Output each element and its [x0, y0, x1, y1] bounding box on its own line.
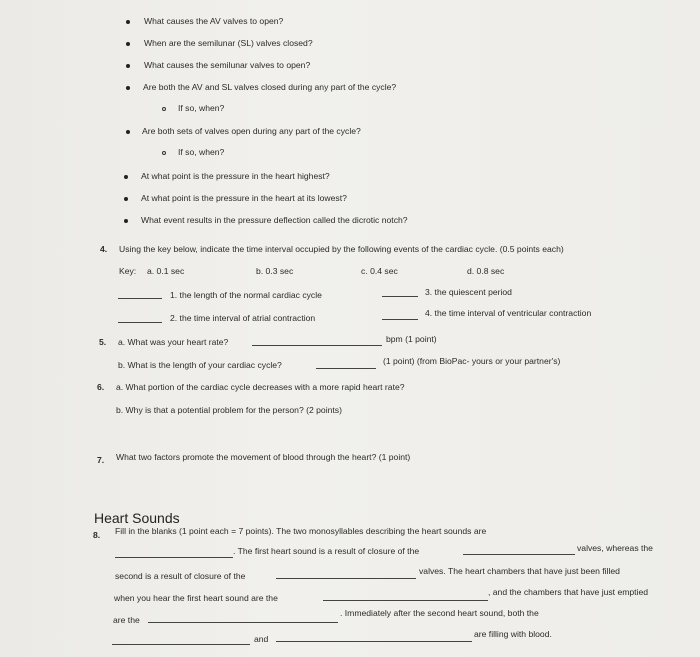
sub-bullet-text: If so, when? [178, 147, 225, 157]
answer-blank[interactable] [148, 622, 338, 623]
bullet [124, 197, 128, 201]
question-number: 8. [93, 530, 101, 540]
key-option: b. 0.3 sec [256, 266, 294, 276]
bullet [124, 175, 128, 179]
answer-blank[interactable] [118, 298, 162, 299]
question-text: b. What is the length of your cardiac cycle? [118, 360, 282, 370]
question-text: a. What was your heart rate? [118, 337, 229, 347]
sub-bullet [162, 107, 166, 111]
question-text: valves, whereas the [577, 543, 653, 553]
question-text: b. Why is that a potential problem for the person? (2 points) [116, 405, 342, 415]
bullet [126, 20, 130, 24]
answer-blank[interactable] [276, 578, 416, 579]
key-option: c. 0.4 sec [361, 266, 398, 276]
section-heading: Heart Sounds [94, 510, 180, 526]
bullet [126, 130, 130, 134]
answer-blank[interactable] [316, 368, 376, 369]
question-text: and [254, 634, 269, 644]
question-text: Using the key below, indicate the time interval occupied by the following events of the cardiac cycle. (0.5 points each) [119, 244, 564, 254]
bullet-text: Are both the AV and SL valves closed during any part of the cycle? [143, 82, 397, 92]
answer-blank[interactable] [115, 557, 233, 558]
bullet-text: What event results in the pressure deflection called the dicrotic notch? [141, 215, 408, 225]
answer-blank[interactable] [252, 345, 382, 346]
question-text: second is a result of closure of the [115, 571, 246, 581]
bullet-text: When are the semilunar (SL) valves closed? [144, 38, 313, 48]
item-text: 2. the time interval of atrial contraction [170, 313, 316, 323]
answer-blank[interactable] [118, 322, 162, 323]
answer-blank[interactable] [323, 600, 488, 601]
question-text: Fill in the blanks (1 point each = 7 points). The two monosyllables describing the heart sounds are [115, 526, 487, 536]
answer-blank[interactable] [112, 644, 250, 645]
answer-blank[interactable] [276, 641, 472, 642]
key-option: a. 0.1 sec [147, 266, 185, 276]
key-label: Key: [119, 266, 137, 276]
key-option: d. 0.8 sec [467, 266, 505, 276]
question-text: , and the chambers that have just emptied [488, 587, 649, 597]
bullet [126, 42, 130, 46]
bullet-text: At what point is the pressure in the heart highest? [141, 171, 330, 181]
bullet-text: What causes the semilunar valves to open? [144, 60, 311, 70]
answer-blank[interactable] [463, 554, 575, 555]
bullet [126, 64, 130, 68]
question-text: valves. The heart chambers that have just been filled [419, 566, 620, 576]
question-number: 4. [100, 244, 108, 254]
question-text: are filling with blood. [474, 629, 552, 639]
bullet-text: What causes the AV valves to open? [144, 16, 284, 26]
question-text: when you hear the first heart sound are the [114, 593, 278, 603]
question-text: . Immediately after the second heart sound, both the [340, 608, 539, 618]
sub-bullet [162, 151, 166, 155]
answer-blank[interactable] [382, 296, 418, 297]
item-text: 3. the quiescent period [425, 287, 512, 297]
bullet-text: Are both sets of valves open during any part of the cycle? [142, 126, 361, 136]
question-number: 5. [99, 337, 107, 347]
item-text: 4. the time interval of ventricular contraction [425, 308, 592, 318]
question-text: are the [113, 615, 140, 625]
item-text: 1. the length of the normal cardiac cycle [170, 290, 322, 300]
bullet [124, 219, 128, 223]
bullet [126, 86, 130, 90]
question-text: a. What portion of the cardiac cycle decreases with a more rapid heart rate? [116, 382, 405, 392]
bullet-text: At what point is the pressure in the heart at its lowest? [141, 193, 347, 203]
question-suffix: bpm (1 point) [386, 334, 437, 344]
question-text: . The first heart sound is a result of closure of the [233, 546, 420, 556]
sub-bullet-text: If so, when? [178, 103, 225, 113]
question-suffix: (1 point) (from BioPac- yours or your partner's) [383, 356, 561, 366]
question-number: 6. [97, 382, 105, 392]
question-number: 7. [97, 455, 105, 465]
answer-blank[interactable] [382, 319, 418, 320]
question-text: What two factors promote the movement of blood through the heart? (1 point) [116, 452, 411, 462]
